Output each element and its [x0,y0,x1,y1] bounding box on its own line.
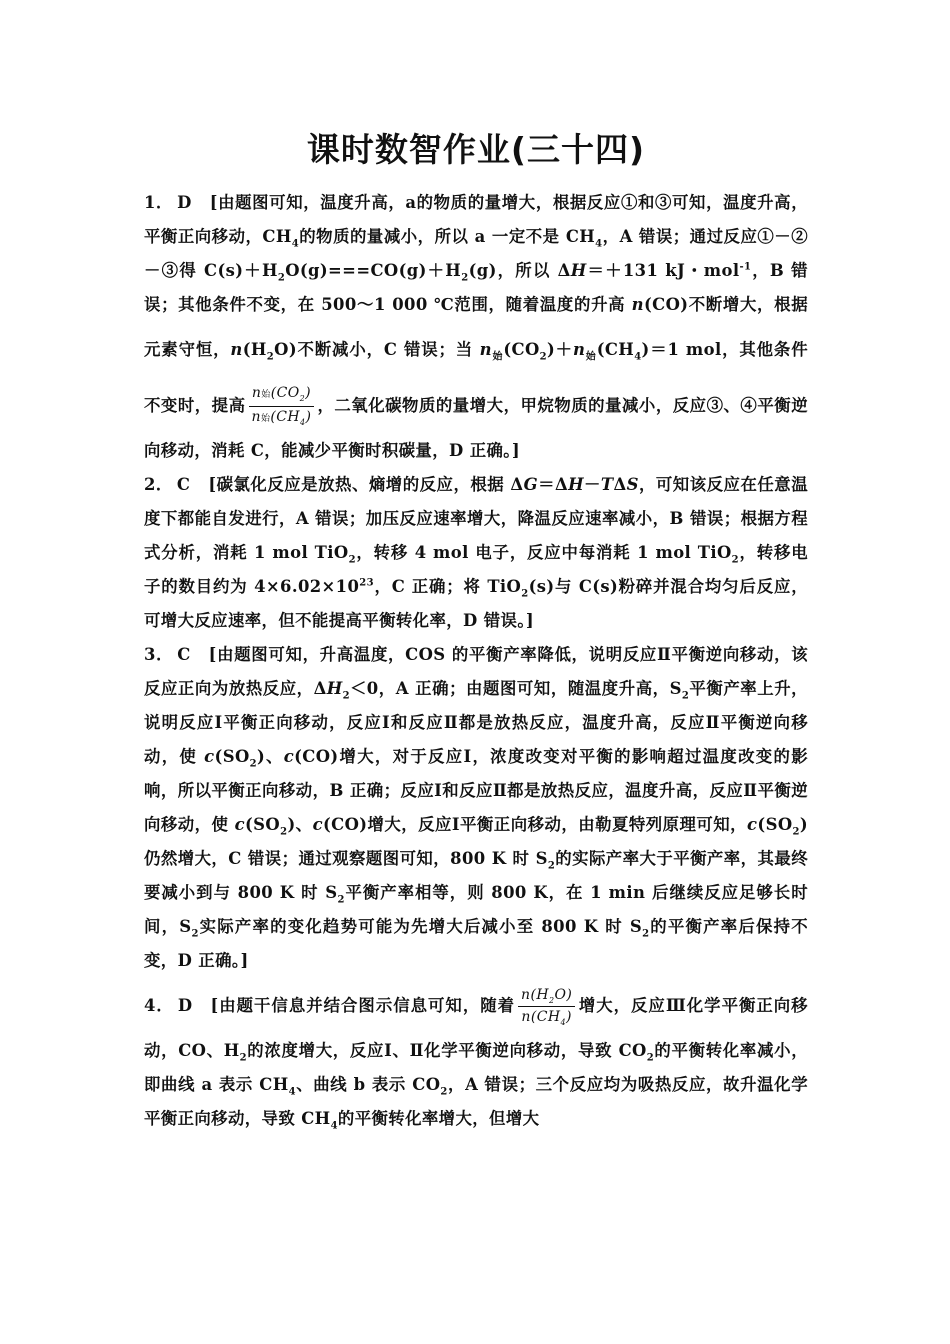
answer-number: 1． [144,193,174,212]
answer-number: 4． [144,996,174,1015]
fraction-h2o-over-ch4: $\frac{n(H_2O)}{n(CH_4)}$ [518,985,575,1028]
answer-number: 2． [144,475,173,494]
fraction-co2-over-ch4: $\frac{n始(CO_2)}{n始(CH_4)}$ [249,383,315,430]
answer-2: 2． C [碳氯化反应是放热、熵增的反应，根据 ΔG＝ΔH－TΔS，可知该反应在任意温度下都能自发进行，A 错误；加压反应速率增大，降温反应速率减小，B 错误；根据方程式分析，消耗 1 mol TiO$_2$，转移 4 mol 电子，反应中每消耗 1 mol TiO$_2$，转移电子的数目约为 $4\times 6.02\times 10^{23}$，C 正确；将 TiO$_2$(s)与 C(s)粉碎并混合均匀后反应，可增大反应速率，但不能提高平衡转化率，D 错误。] [144,475,808,630]
document-page [144,126,808,1136]
answer-choice: D [177,193,192,212]
answer-choice: C [177,645,191,664]
answer-1: 1． D [由题图可知，温度升高，a的物质的量增大，根据反应①和③可知，温度升高，平衡正向移动，$CH_4$的物质的量减小，所以 a 一定不是 $CH_4$，A 错误；通过反应①－②－③得 $C(s)+H_2O(g)===CO(g)+H_2(g)$，所以 ΔH＝＋131 kJ・mol$^{-1}$，B 错误；其他条件不变，在 500～1 000 ℃范围，随着温度的升高 n(CO)不断增大，根据元素守恒，$n(H_2O)$不断减小，C 错误；当 $n_始(CO_2)+n_始(CH_4)=1$ mol，其他条件不变时，提高 $\frac{n始(CO_2)}{n始(CH_4)}$ ，二氧化碳物质的量增大，甲烷物质的量减小，反应③、④平衡逆向移动，消耗 C，能减少平衡时积碳量，D 正确。] [144,193,808,460]
answer-4: 4． D [由题干信息并结合图示信息可知，随着 $\frac{n(H_2O)}{n(CH_4)}$ 增大，反应Ⅲ化学平衡正向移动，CO、$H_2$的浓度增大，反应Ⅰ、Ⅱ化学平衡逆向移动，导致 $CO_2$的平衡转化率减小，即曲线 a 表示 $CH_4$、曲线 b 表示 $CO_2$，A 错误；三个反应均为吸热反应，故升温化学平衡正向移动，导致 $CH_4$的平衡转化率增大，但增大 [144,987,808,1132]
page-title: 课时数智作业(三十四) [306,130,646,169]
answer-3: 3． C [由题图可知，升高温度，COS 的平衡产率降低，说明反应Ⅱ平衡逆向移动，该反应正向为放热反应，$\Delta H_2<0$，A 正确；由题图可知，随温度升高，$S_2$平衡产率上升，说明反应Ⅰ平衡正向移动，反应Ⅰ和反应Ⅱ都是放热反应，温度升高，反应Ⅱ平衡逆向移动，使 $c(SO_2)$、c(CO)增大，对于反应Ⅰ，浓度改变对平衡的影响超过温度改变的影响，所以平衡正向移动，B 正确；反应Ⅰ和反应Ⅱ都是放热反应，温度升高，反应Ⅱ平衡逆向移动，使 $c(SO_2)$、c(CO)增大，反应Ⅰ平衡正向移动，由勒夏特列原理可知，$c(SO_2)$仍然增大，C 错误；通过观察题图可知，800 K 时 $S_2$的实际产率大于平衡产率，其最终要减小到与 800 K 时 $S_2$平衡产率相等，则 800 K，在 1 min 后继续反应足够长时间，$S_2$实际产率的变化趋势可能为先增大后减小至 800 K 时 $S_2$的平衡产率后保持不变，D 正确。] [144,645,809,970]
answer-choice: D [177,996,193,1015]
answer-number: 3． [144,645,174,664]
answer-choice: C [176,475,191,494]
